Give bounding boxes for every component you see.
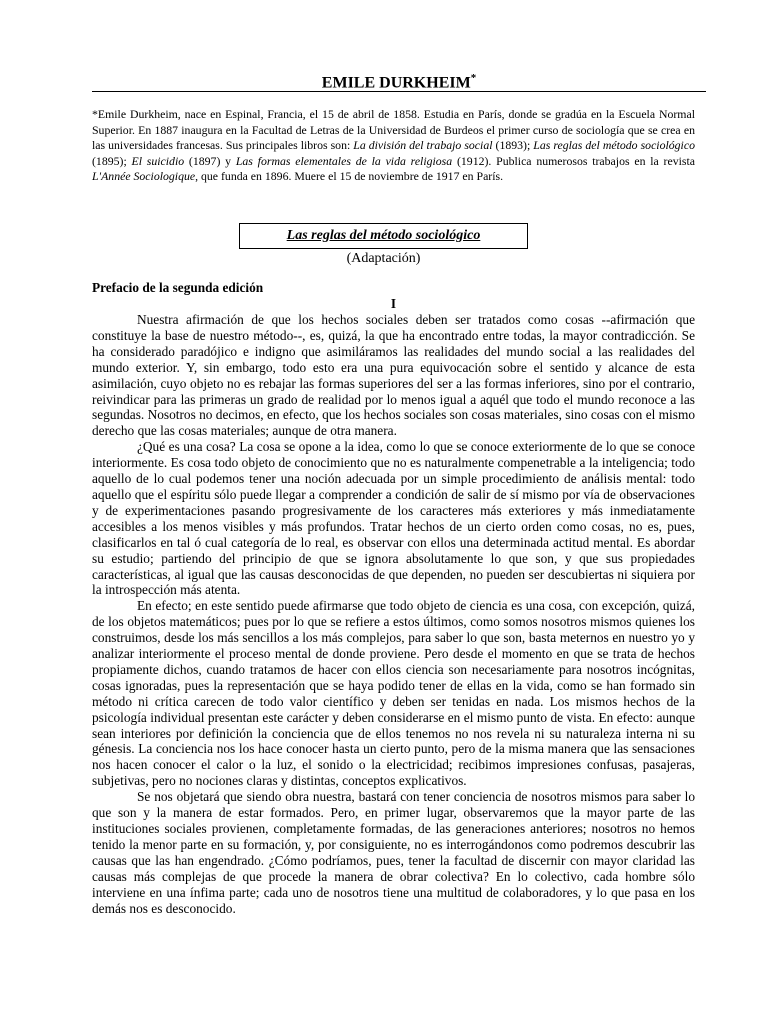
footnote-journal: L'Année Sociologique — [92, 169, 196, 184]
section-numeral: I — [390, 296, 397, 311]
footnote-book-1: La división del trabajo social — [353, 138, 493, 153]
work-subtitle: (Adaptación) — [346, 251, 421, 266]
footnote-text-1: *Emile Durkheim, nace en Espinal, Francia, el 15 de abril de 1858. Estudia en París, donde se gradúa en la Escuela Normal Superior. En 1887 inaugura en la Facultad de Letras de la Universidad de Burdeos el primer curso de sociología que se crea en las universidades francesas. Sus principales libros son: — [92, 107, 695, 153]
title-rule — [92, 91, 706, 92]
work-title: Las reglas del método sociológico — [286, 228, 481, 243]
footnote-text-5: (1912). Publica numerosos trabajos en la revista — [452, 153, 695, 168]
footnote-book-3: El suicidio — [131, 153, 185, 168]
title-footnote-mark: * — [470, 72, 477, 84]
footnote-text-6: , que funda en 1896. Muere el 15 de noviembre de 1917 en París. — [195, 169, 504, 184]
work-title-box — [239, 223, 528, 249]
paragraph: Se nos objetará que siendo obra nuestra, bastará con tener conciencia de nosotros mismos para saber lo que son y la manera de estar formados. Pero, en primer lugar, observaremos que la mayor parte de las instituciones sociales provienen, completamente formadas, de las generaciones anteriores; nosotros no hemos tenido la menor parte en su formación, y, por consiguiente, no es interrogándonos como podremos descubrir las causas que las han engendrado. ¿Cómo podríamos, pues, tener la facultad de discernir con mayor claridad las causas más complejas de que procede la manera de obrar colectiva? En lo colectivo, cada hombre sólo interviene en una ínfima parte; cada uno de nosotros tiene una multitud de colaboradores, y lo que pasa en los demás nos es desconocido. — [92, 789, 695, 916]
paragraph: En efecto; en este sentido puede afirmarse que todo objeto de ciencia es una cosa, con excepción, quizá, de los objetos matemáticos; pues por lo que se refiere a estos últimos, como somos nosotros mismos quienes los construimos, desde los más sencillos a los más complejos, para saber lo que son, basta meternos en nuestro yo y analizar interiormente el proceso mental de donde proviene. Pero desde el momento en que se trata de hechos propiamente dichos, cuando tratamos de hacer con ellos ciencia son necesariamente para nosotros incógnitas, cosas ignoradas, pues la representación que se haya podido tener de ellas en la vida, como se han formado sin método ni crítica carecen de todo valor científico y deben ser tenidas en nada. Los mismos hechos de la psicología individual presentan este carácter y deben considerarse en el mismo punto de vista. En efecto: aunque sean interiores por definición la conciencia que de ellos tenemos no nos revela ni su naturaleza interna ni su génesis. La conciencia nos los hace conocer hasta un cierto punto, pero de la misma manera que las sensaciones nos hacen conocer el calor o la luz, el sonido o la electricidad; recibimos impresiones confusas, pasajeras, subjetivas, pero no nociones claras y distintas, conceptos explicativos. — [92, 598, 695, 789]
title-text: EMILE DURKHEIM — [321, 74, 471, 92]
paragraph: Nuestra afirmación de que los hechos sociales deben ser tratados como cosas --afirmación que constituye la base de nuestro método--, es, quizá, la que ha encontrado entre todas, la mayor contradicción. Se ha considerado paradójico e indigno que asimiláramos las realidades del mundo social a las realidades del mundo exterior. Y, sin embargo, todo esto era una pura equivocación sobre el sentido y alcance de esta asimilación, cuyo objeto no es rebajar las formas superiores del ser a las formas inferiores, sino por el contrario, reivindicar para las primeras un grado de realidad por lo menos igual a aquél que todo el mundo reconoce a las segundas. Nosotros no decimos, en efecto, que los hechos sociales son cosas materiales, sino cosas con el mismo derecho que las cosas materiales; aunque de otra manera. — [92, 312, 695, 439]
author-footnote — [92, 107, 695, 185]
footnote-book-4: Las formas elementales de la vida religiosa — [235, 153, 453, 168]
paragraph: ¿Qué es una cosa? La cosa se opone a la idea, como lo que se conoce exteriormente de lo que se conoce interiormente. Es cosa todo objeto de conocimiento que no es naturalmente compenetrable a la inteligencia; todo aquello de lo cual podemos tener una noción adecuada por un simple procedimiento de análisis mental: todo aquello que el espíritu sólo puede llegar a comprender a condición de salir de sí mismo por vía de observaciones y de experimentaciones pasando progresivamente de los caracteres más exteriores y más inmediatamente accesibles a los menos visibles y más profundos. Tratar hechos de un cierto orden como cosas, no es, pues, clasificarlos en tal ó cual categoría de lo real, es observar con ellos una determinada actitud mental. Es abordar su estudio; partiendo del principio de que se ignora absolutamente lo que son, y que sus propiedades características, al igual que las causas desconocidas de que dependen, no pueden ser descubiertas ni siquiera por la introspección más atenta. — [92, 439, 695, 598]
footnote-text-3: (1895); — [92, 153, 132, 168]
body-text — [92, 312, 695, 916]
footnote-text-2: (1893); — [492, 138, 534, 153]
footnote-book-2: Las reglas del método sociológico — [533, 138, 695, 153]
page-title — [92, 69, 706, 92]
section-heading: Prefacio de la segunda edición — [92, 280, 264, 295]
footnote-text-4: (1897) y — [184, 153, 236, 168]
